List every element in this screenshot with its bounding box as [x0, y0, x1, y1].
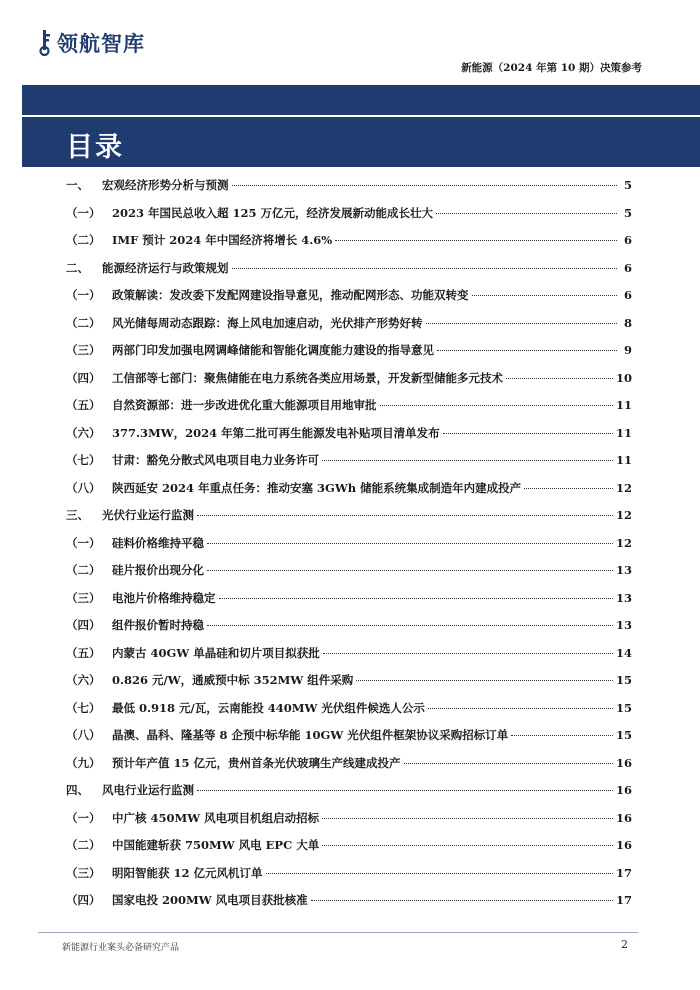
toc-dot-leader [437, 349, 617, 351]
toc-entry-number: （六） [66, 673, 101, 687]
toc-entry[interactable] [66, 777, 632, 805]
toc-dot-leader [472, 294, 618, 296]
toc-entry-number: （八） [66, 480, 101, 495]
toc-entry-page: 11 [615, 453, 632, 467]
toc-dot-leader [380, 404, 613, 406]
toc-entry[interactable] [66, 255, 632, 283]
toc-entry-label: 晶澳、晶科、隆基等 8 企预中标华能 10GW 光伏组件框架协议采购招标订单 [112, 728, 509, 742]
toc-dot-leader [322, 844, 613, 846]
toc-entry[interactable] [66, 805, 632, 833]
toc-dot-leader [232, 267, 618, 269]
toc-entry-label: 陕西延安 2024 年重点任务：推动安塞 3GWh 储能系统集成制造年内建成投产 [112, 480, 522, 495]
toc-entry-label: 组件报价暂时持稳 [112, 618, 204, 632]
toc-entry-page: 13 [615, 590, 632, 605]
toc-entry-page: 17 [615, 865, 632, 880]
toc-entry-page: 6 [623, 288, 632, 302]
toc-entry-page: 5 [623, 205, 632, 220]
toc-entry[interactable] [66, 227, 632, 255]
header-band [22, 85, 700, 115]
toc-entry[interactable] [66, 612, 632, 640]
footer-divider [38, 932, 638, 933]
toc-entry-number: 三、 [66, 508, 89, 522]
toc-entry-label: 两部门印发加强电网调峰储能和智能化调度能力建设的指导意见 [112, 343, 434, 357]
toc-entry-page: 10 [615, 370, 632, 385]
toc-dot-leader [335, 239, 617, 241]
toc-dot-leader [443, 432, 613, 434]
toc-entry[interactable] [66, 667, 632, 695]
toc-dot-leader [404, 762, 613, 764]
toc-entry[interactable] [66, 557, 632, 585]
page-number: 2 [621, 938, 628, 951]
toc-entry-number: （八） [66, 728, 101, 742]
toc-entry-page: 12 [615, 508, 632, 522]
toc-entry-number: （四） [66, 893, 101, 907]
toc-entry-number: （四） [66, 370, 101, 385]
toc-entry-label: 最低 0.918 元/瓦，云南能投 440MW 光伏组件候选人公示 [112, 700, 425, 715]
key-logo-icon [38, 30, 52, 56]
toc-entry-number: （六） [66, 425, 101, 440]
toc-entry-number: （三） [66, 343, 101, 357]
logo-text: 领航智库 [57, 32, 145, 56]
toc-entry[interactable] [66, 860, 632, 888]
toc-entry-page: 17 [615, 893, 632, 907]
toc-entry-label: 能源经济运行与政策规划 [102, 260, 229, 275]
toc-entry-number: （七） [66, 700, 101, 715]
toc-dot-leader [322, 459, 613, 461]
toc-entry-label: 风光储每周动态跟踪：海上风电加速启动，光伏排产形势好转 [112, 315, 423, 330]
toc-entry-page: 16 [615, 838, 632, 852]
toc-dot-leader [207, 624, 613, 626]
toc-entry-number: （二） [66, 233, 101, 247]
footer-text: 新能源行业案头必备研究产品 [62, 943, 180, 953]
toc-entry-number: （二） [66, 563, 101, 577]
toc-entry-label: 工信部等七部门：聚焦储能在电力系统各类应用场景，开发新型储能多元技术 [112, 370, 503, 385]
toc-entry-number: （一） [66, 810, 101, 825]
toc-dot-leader [356, 679, 613, 681]
toc-dot-leader [219, 597, 613, 599]
toc-dot-leader [511, 734, 613, 736]
toc-entry-number: （一） [66, 535, 101, 550]
toc-entry-label: 中国能建斩获 750MW 风电 EPC 大单 [112, 838, 320, 852]
toc-entry-page: 9 [623, 343, 632, 357]
toc-entry[interactable] [66, 750, 632, 778]
toc-entry[interactable] [66, 832, 632, 860]
toc-entry-page: 8 [623, 315, 632, 330]
toc-entry-page: 12 [615, 535, 632, 550]
toc-entry-label: 2023 年国民总收入超 125 万亿元，经济发展新动能成长壮大 [112, 205, 434, 220]
toc-entry-page: 16 [615, 783, 632, 797]
toc-entry-label: 电池片价格维持稳定 [112, 590, 216, 605]
toc-entry-number: 一、 [66, 178, 89, 192]
toc-entry-page: 16 [615, 755, 632, 770]
toc-entry-page: 6 [623, 260, 632, 275]
toc-entry[interactable] [66, 365, 632, 393]
toc-entry-label: 预计年产值 15 亿元，贵州首条光伏玻璃生产线建成投产 [112, 755, 401, 770]
toc-entry-number: （九） [66, 755, 101, 770]
toc-entry-page: 14 [615, 645, 632, 660]
toc-dot-leader [311, 899, 613, 901]
toc-entry[interactable] [66, 392, 632, 420]
toc-entry-page: 15 [615, 700, 632, 715]
toc-entry-number: （三） [66, 590, 101, 605]
toc-entry-label: 甘肃：豁免分散式风电项目电力业务许可 [112, 453, 319, 467]
toc-entry-label: IMF 预计 2024 年中国经济将增长 4.6% [112, 233, 333, 247]
toc-title: 目录 [66, 132, 124, 163]
toc-entry-page: 16 [615, 810, 632, 825]
toc-entry[interactable] [66, 585, 632, 613]
toc-entry[interactable] [66, 282, 632, 310]
toc-entry-page: 13 [615, 563, 632, 577]
toc-entry-label: 明阳智能获 12 亿元风机订单 [112, 865, 263, 880]
document-info: 新能源（2024 年第 10 期）决策参考 [461, 62, 642, 74]
toc-dot-leader [524, 487, 613, 489]
toc-entry-label: 硅料价格维持平稳 [112, 535, 204, 550]
toc-entry-number: （五） [66, 398, 101, 412]
toc-entry-page: 12 [615, 480, 632, 495]
toc-dot-leader [506, 377, 613, 379]
toc-entry-label: 硅片报价出现分化 [112, 563, 204, 577]
toc-entry[interactable] [66, 337, 632, 365]
toc-entry-page: 11 [615, 398, 632, 412]
toc-entry[interactable] [66, 475, 632, 503]
toc-entry[interactable] [66, 502, 632, 530]
toc-entry-page: 15 [615, 728, 632, 742]
toc-dot-leader [197, 514, 613, 516]
toc-entry-label: 光伏行业运行监测 [102, 508, 194, 522]
toc-dot-leader [197, 789, 613, 791]
toc-dot-leader [436, 212, 617, 214]
toc-entry-number: （五） [66, 645, 101, 660]
toc-entry[interactable] [66, 200, 632, 228]
toc-entry-number: 二、 [66, 260, 89, 275]
page-header [0, 0, 700, 82]
toc-dot-leader [322, 817, 613, 819]
toc-entry-number: （一） [66, 205, 101, 220]
toc-entry[interactable] [66, 447, 632, 475]
toc-entry-page: 11 [615, 425, 632, 440]
toc-entry-label: 自然资源部：进一步改进优化重大能源项目用地审批 [112, 398, 377, 412]
toc-entry[interactable] [66, 530, 632, 558]
toc-entry-number: （四） [66, 618, 101, 632]
toc-entry-label: 377.3MW，2024 年第二批可再生能源发电补贴项目清单发布 [112, 425, 440, 440]
toc-entry-label: 政策解读：发改委下发配网建设指导意见，推动配网形态、功能双转变 [112, 288, 469, 302]
toc-entry-label: 风电行业运行监测 [102, 783, 194, 797]
toc-entry[interactable] [66, 172, 632, 200]
toc-entry[interactable] [66, 887, 632, 915]
toc-dot-leader [426, 322, 618, 324]
toc-entry-number: （三） [66, 865, 101, 880]
toc-entry-label: 宏观经济形势分析与预测 [102, 178, 229, 192]
toc-dot-leader [232, 184, 618, 186]
toc-entry-number: （七） [66, 453, 101, 467]
toc-entry[interactable] [66, 695, 632, 723]
toc-entry[interactable] [66, 722, 632, 750]
toc-entry-label: 中广核 450MW 风电项目机组启动招标 [112, 810, 320, 825]
toc-dot-leader [428, 707, 613, 709]
toc-entry-number: 四、 [66, 783, 89, 797]
toc-entry-page: 5 [623, 178, 632, 192]
logo [38, 28, 145, 58]
toc-dot-leader [266, 872, 613, 874]
toc-dot-leader [207, 569, 613, 571]
toc-entry-number: （二） [66, 315, 101, 330]
toc-entry-label: 0.826 元/W，通威预中标 352MW 组件采购 [112, 673, 354, 687]
toc-entry-label: 内蒙古 40GW 单晶硅和切片项目拟获批 [112, 645, 320, 660]
table-of-contents [66, 172, 632, 915]
toc-entry-label: 国家电投 200MW 风电项目获批核准 [112, 893, 308, 907]
toc-dot-leader [323, 652, 613, 654]
toc-entry[interactable] [66, 640, 632, 668]
toc-dot-leader [207, 542, 613, 544]
toc-entry-page: 13 [615, 618, 632, 632]
toc-entry-page: 6 [623, 233, 632, 247]
toc-entry-number: （二） [66, 838, 101, 852]
toc-entry[interactable] [66, 310, 632, 338]
toc-entry-number: （一） [66, 288, 101, 302]
toc-entry-page: 15 [615, 673, 632, 687]
toc-entry[interactable] [66, 420, 632, 448]
